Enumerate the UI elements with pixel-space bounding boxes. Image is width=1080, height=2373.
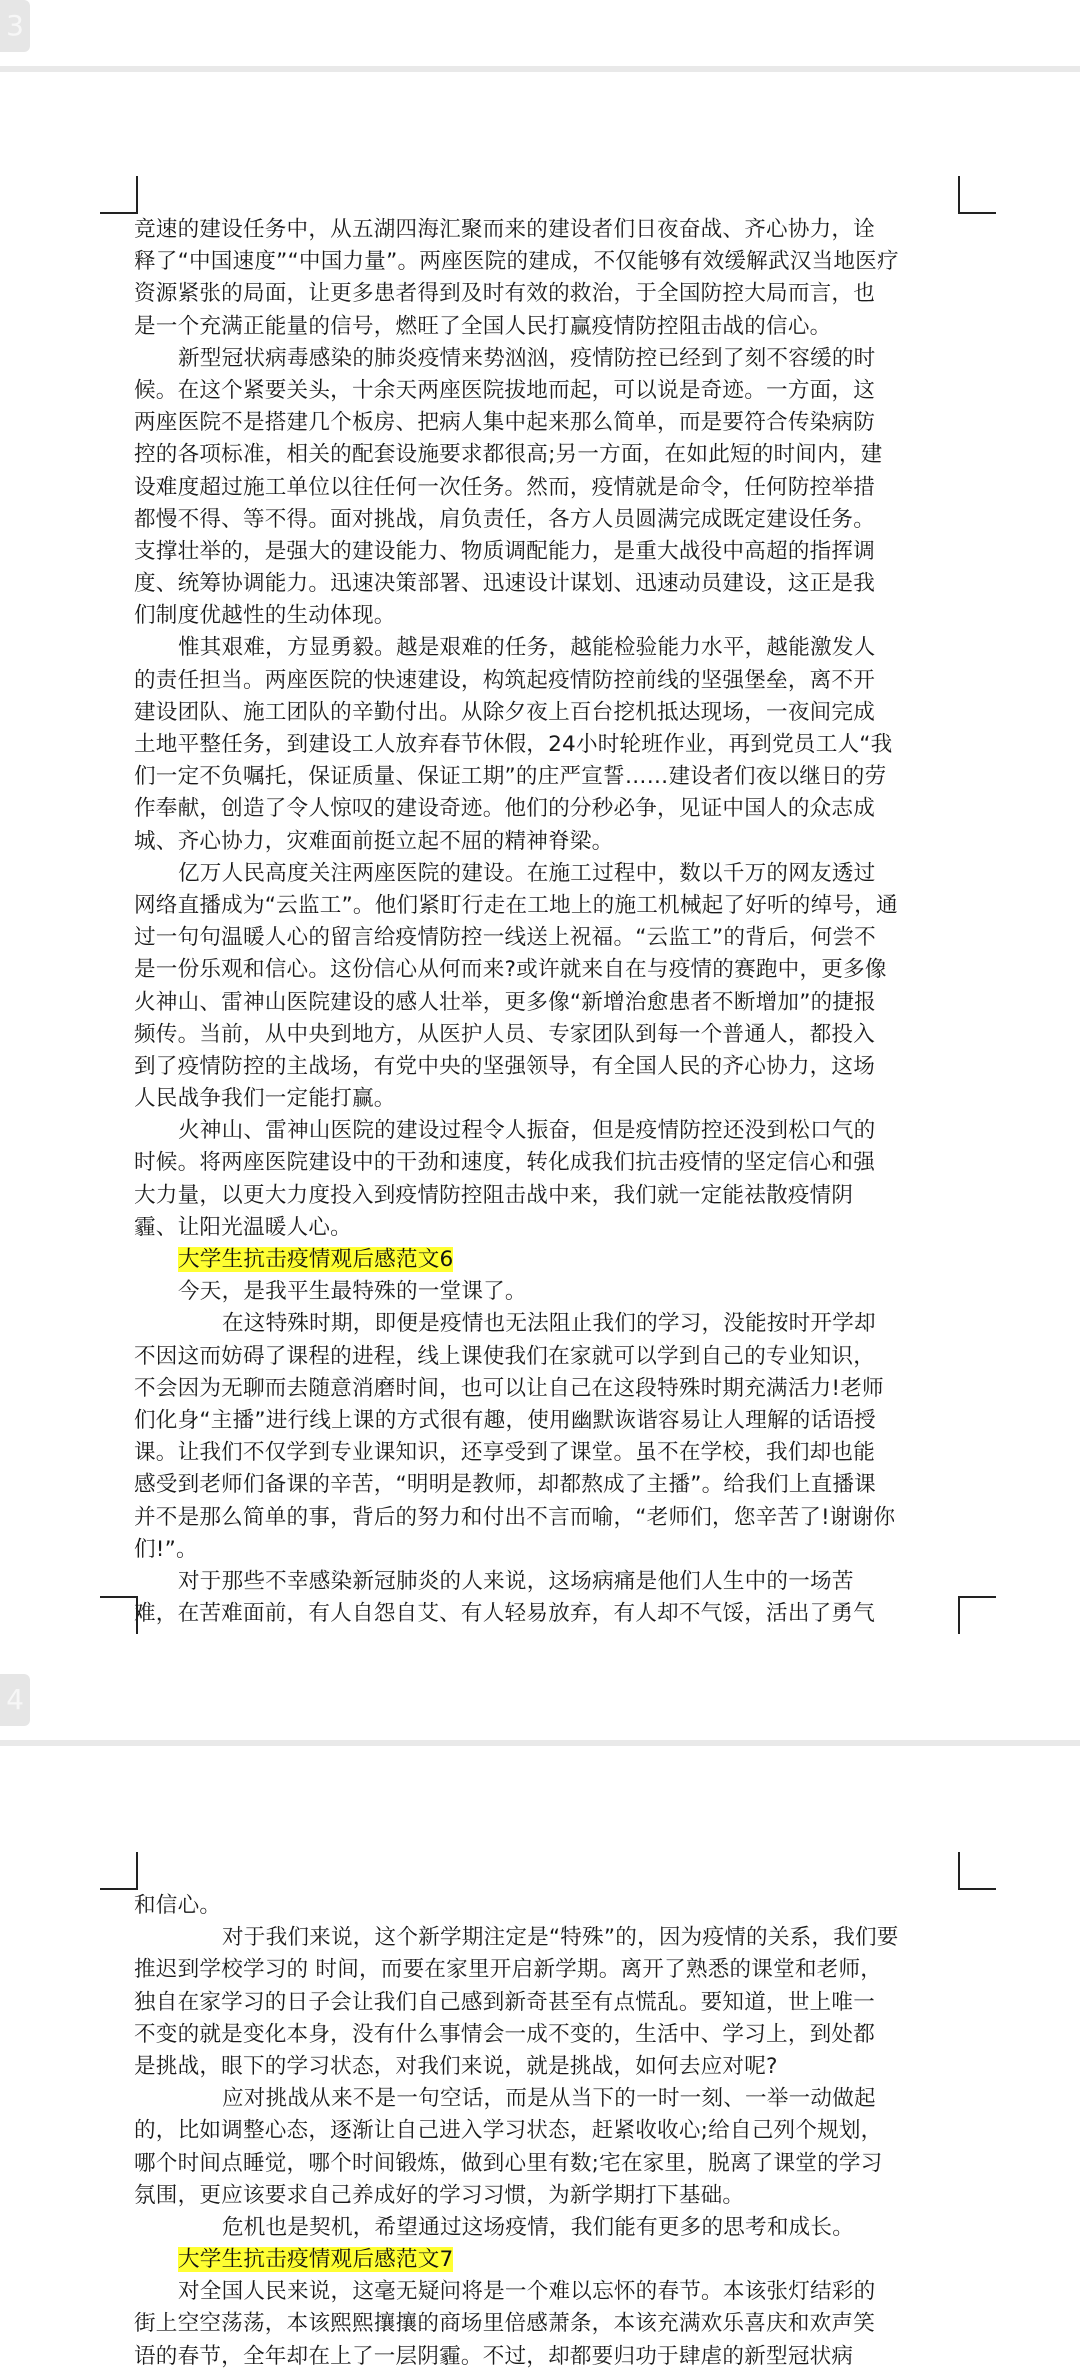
line-text: 危机也是契机，希望通过这场疫情，我们能有更多的思考和成长。	[222, 2214, 855, 2240]
text-line	[134, 311, 960, 343]
text-line	[134, 2083, 960, 2115]
text-line	[134, 1308, 960, 1340]
text-line	[134, 536, 960, 568]
text-line	[134, 729, 960, 761]
text-line	[134, 697, 960, 729]
line-text: 是挑战，眼下的学习状态，对我们来说，就是挑战，如何去应对呢?	[134, 2053, 778, 2079]
text-line	[134, 1051, 960, 1083]
text-line	[134, 2276, 960, 2308]
line-text: 不会因为无聊而去随意消磨时间，也可以让自己在这段特殊时期充满活力!老师	[134, 1375, 884, 1401]
text-line	[134, 1890, 960, 1922]
line-text: 哪个时间点睡觉，哪个时间锻炼，做到心里有数;宅在家里，脱离了课堂的学习	[134, 2150, 883, 2176]
line-text: 两座医院不是搭建几个板房、把病人集中起来那么简单，而是要符合传染病防	[134, 410, 875, 436]
text-line	[134, 2212, 960, 2244]
line-text: 土地平整任务，到建设工人放弃春节休假，24小时轮班作业，再到党员工人“我	[134, 732, 893, 757]
text-line	[134, 1437, 960, 1469]
page-number-badge: 4	[0, 1674, 30, 1726]
line-text: 对全国人民来说，这毫无疑问将是一个难以忘怀的春节。本该张灯结彩的	[178, 2279, 876, 2305]
text-line	[134, 1276, 960, 1308]
line-text: 的，比如调整心态，逐渐让自己进入学习状态，赶紧收收心;给自己列个规划，	[134, 2118, 883, 2144]
text-line	[134, 1598, 960, 1630]
text-line	[134, 278, 960, 310]
text-line	[134, 472, 960, 504]
text-line	[134, 246, 960, 278]
text-line	[134, 1566, 960, 1598]
page-corner-mark	[958, 176, 996, 214]
line-text: 难，在苦难面前，有人自怨自艾、有人轻易放弃，有人却不气馁，活出了勇气	[134, 1601, 875, 1627]
line-text: 语的春节，全年却在上了一层阴霾。不过，却都要归功于肆虐的新型冠状病	[134, 2343, 854, 2369]
text-line	[134, 600, 960, 632]
text-line	[134, 632, 960, 664]
line-text: 都慢不得、等不得。面对挑战，肩负责任，各方人员圆满完成既定建设任务。	[134, 506, 875, 532]
text-line	[134, 987, 960, 1019]
line-text: 资源紧张的局面，让更多患者得到及时有效的救治，于全国防控大局而言，也	[134, 281, 875, 307]
text-line	[134, 1180, 960, 1212]
text-line	[134, 2051, 960, 2083]
highlighted-heading-text: 大学生抗击疫情观后感范文6	[178, 1247, 454, 1272]
line-text: 候。在这个紧要关头，十余天两座医院拔地而起，可以说是奇迹。一方面，这	[134, 377, 875, 403]
text-line	[134, 1019, 960, 1051]
text-line	[134, 2148, 960, 2180]
page-4-body	[134, 1890, 960, 2373]
line-text: 度、统筹协调能力。迅速决策部署、迅速设计谋划、迅速动员建设，这正是我	[134, 571, 875, 597]
line-text: 课。让我们不仅学到专业课知识，还享受到了课堂。虽不在学校，我们却也能	[134, 1440, 875, 1466]
text-line	[134, 343, 960, 375]
line-text: 推迟到学校学习的 时间，而要在家里开启新学期。离开了熟悉的课堂和老师，	[134, 1957, 883, 1983]
page-corner-mark	[100, 1596, 138, 1634]
text-line	[134, 214, 960, 246]
line-text: 频传。当前，从中央到地方，从医护人员、专家团队到每一个普通人，都投入	[134, 1021, 875, 1047]
line-text: 今天，是我平生最特殊的一堂课了。	[178, 1279, 527, 1305]
text-line	[134, 1147, 960, 1179]
line-text: 大力量，以更大力度投入到疫情防控阻击战中来，我们就一定能祛散疫情阴	[134, 1182, 854, 1208]
line-text: 设难度超过施工单位以往任何一次任务。然而，疫情就是命令，任何防控举措	[134, 474, 875, 500]
line-text: 城、齐心协力，灾难面前挺立起不屈的精神脊梁。	[134, 828, 614, 854]
line-text: 们制度优越性的生动体现。	[134, 603, 396, 629]
section-heading	[134, 2244, 960, 2276]
text-line	[134, 439, 960, 471]
text-line	[134, 954, 960, 986]
text-line	[134, 858, 960, 890]
text-line	[134, 1469, 960, 1501]
line-text: 对于我们来说，这个新学期注定是“特殊”的，因为疫情的关系，我们要	[222, 1925, 899, 1951]
text-line	[134, 665, 960, 697]
line-text: 独自在家学习的日子会让我们自己感到新奇甚至有点慌乱。要知道，世上唯一	[134, 1989, 875, 2015]
text-line	[134, 1534, 960, 1566]
line-text: 过一句句温暖人心的留言给疫情防控一线送上祝福。“云监工”的背后，何尝不	[134, 925, 876, 951]
text-line	[134, 1373, 960, 1405]
text-line	[134, 375, 960, 407]
page-separator	[0, 66, 1080, 72]
text-line	[134, 2308, 960, 2340]
text-line	[134, 1405, 960, 1437]
line-text: 的责任担当。两座医院的快速建设，构筑起疫情防控前线的坚强堡垒，离不开	[134, 667, 875, 693]
page-corner-mark	[100, 1852, 138, 1890]
text-line	[134, 890, 960, 922]
line-text: 在这特殊时期，即便是疫情也无法阻止我们的学习，没能按时开学却	[222, 1311, 876, 1337]
line-text: 不因这而妨碍了课程的进程，线上课使我们在家就可以学到自己的专业知识，	[134, 1343, 875, 1369]
line-text: 亿万人民高度关注两座医院的建设。在施工过程中，数以千万的网友透过	[178, 860, 876, 886]
text-line	[134, 2115, 960, 2147]
text-line	[134, 1212, 960, 1244]
line-text: 并不是那么简单的事，背后的努力和付出不言而喻，“老师们，您辛苦了!谢谢你	[134, 1504, 896, 1530]
line-text: 网络直播成为“云监工”。他们紧盯行走在工地上的施工机械起了好听的绰号，通	[134, 892, 898, 918]
line-text: 们化身“主播”进行线上课的方式很有趣，使用幽默诙谐容易让人理解的话语授	[134, 1407, 876, 1433]
line-text: 支撑壮举的，是强大的建设能力、物质调配能力，是重大战役中高超的指挥调	[134, 538, 875, 564]
page-separator	[0, 1740, 1080, 1746]
line-text: 作奉献，创造了令人惊叹的建设奇迹。他们的分秒必争，见证中国人的众志成	[134, 796, 875, 822]
text-line	[134, 1502, 960, 1534]
text-line	[134, 568, 960, 600]
line-text: 控的各项标准，相关的配套设施要求都很高;另一方面，在如此短的时间内，建	[134, 442, 883, 468]
text-line	[134, 1922, 960, 1954]
line-text: 火神山、雷神山医院的建设过程令人振奋，但是疫情防控还没到松口气的	[178, 1118, 876, 1144]
line-text: 惟其艰难，方显勇毅。越是艰难的任务，越能检验能力水平，越能激发人	[178, 635, 876, 661]
text-line	[134, 1115, 960, 1147]
line-text: 和信心。	[134, 1893, 222, 1918]
text-line	[134, 1987, 960, 2019]
line-text: 感受到老师们备课的辛苦，“明明是教师，却都熬成了主播”。给我们上直播课	[134, 1472, 876, 1498]
line-text: 是一个充满正能量的信号，燃旺了全国人民打赢疫情防控阻击战的信心。	[134, 313, 832, 339]
line-text: 建设团队、施工团队的辛勤付出。从除夕夜上百台挖机抵达现场，一夜间完成	[134, 699, 875, 725]
text-line	[134, 2341, 960, 2373]
line-text: 街上空空荡荡，本该熙熙攘攘的商场里倍感萧条，本该充满欢乐喜庆和欢声笑	[134, 2311, 875, 2337]
line-text: 释了“中国速度”“中国力量”。两座医院的建成，不仅能够有效缓解武汉当地医疗	[134, 249, 899, 275]
line-text: 火神山、雷神山医院建设的感人壮举，更多像“新增治愈患者不断增加”的捷报	[134, 989, 876, 1015]
page-corner-mark	[958, 1596, 996, 1634]
line-text: 对于那些不幸感染新冠肺炎的人来说，这场病痛是他们人生中的一场苦	[178, 1568, 854, 1594]
page-corner-mark	[100, 176, 138, 214]
text-line	[134, 922, 960, 954]
line-text: 人民战争我们一定能打赢。	[134, 1086, 396, 1112]
text-line	[134, 1083, 960, 1115]
highlighted-heading-text: 大学生抗击疫情观后感范文7	[178, 2247, 454, 2273]
page-number-badge: 3	[0, 0, 30, 52]
section-heading	[134, 1244, 960, 1276]
page-3-body	[134, 214, 960, 1630]
line-text: 们!”。	[134, 1536, 198, 1562]
text-line	[134, 504, 960, 536]
line-text: 新型冠状病毒感染的肺炎疫情来势汹汹，疫情防控已经到了刻不容缓的时	[178, 345, 876, 371]
line-text: 氛围，更应该要求自己养成好的学习习惯，为新学期打下基础。	[134, 2182, 745, 2208]
text-line	[134, 1954, 960, 1986]
line-text: 不变的就是变化本身，没有什么事情会一成不变的，生活中、学习上，到处都	[134, 2021, 875, 2047]
text-line	[134, 407, 960, 439]
text-line	[134, 793, 960, 825]
line-text: 霾、让阳光温暖人心。	[134, 1214, 352, 1240]
text-line	[134, 2019, 960, 2051]
line-text: 到了疫情防控的主战场，有党中央的坚强领导，有全国人民的齐心协力，这场	[134, 1053, 875, 1079]
text-line	[134, 761, 960, 793]
text-line	[134, 1341, 960, 1373]
line-text: 应对挑战从来不是一句空话，而是从当下的一时一刻、一举一动做起	[222, 2086, 876, 2112]
page-corner-mark	[958, 1852, 996, 1890]
text-line	[134, 2180, 960, 2212]
text-line	[134, 826, 960, 858]
line-text: 是一份乐观和信心。这份信心从何而来?或许就来自在与疫情的赛跑中，更多像	[134, 957, 887, 983]
line-text: 竞速的建设任务中，从五湖四海汇聚而来的建设者们日夜奋战、齐心协力，诠	[134, 217, 875, 242]
line-text: 们一定不负嘱托，保证质量、保证工期”的庄严宣誓……建设者们夜以继日的劳	[134, 764, 887, 790]
line-text: 时候。将两座医院建设中的干劲和速度，转化成我们抗击疫情的坚定信心和强	[134, 1150, 875, 1176]
